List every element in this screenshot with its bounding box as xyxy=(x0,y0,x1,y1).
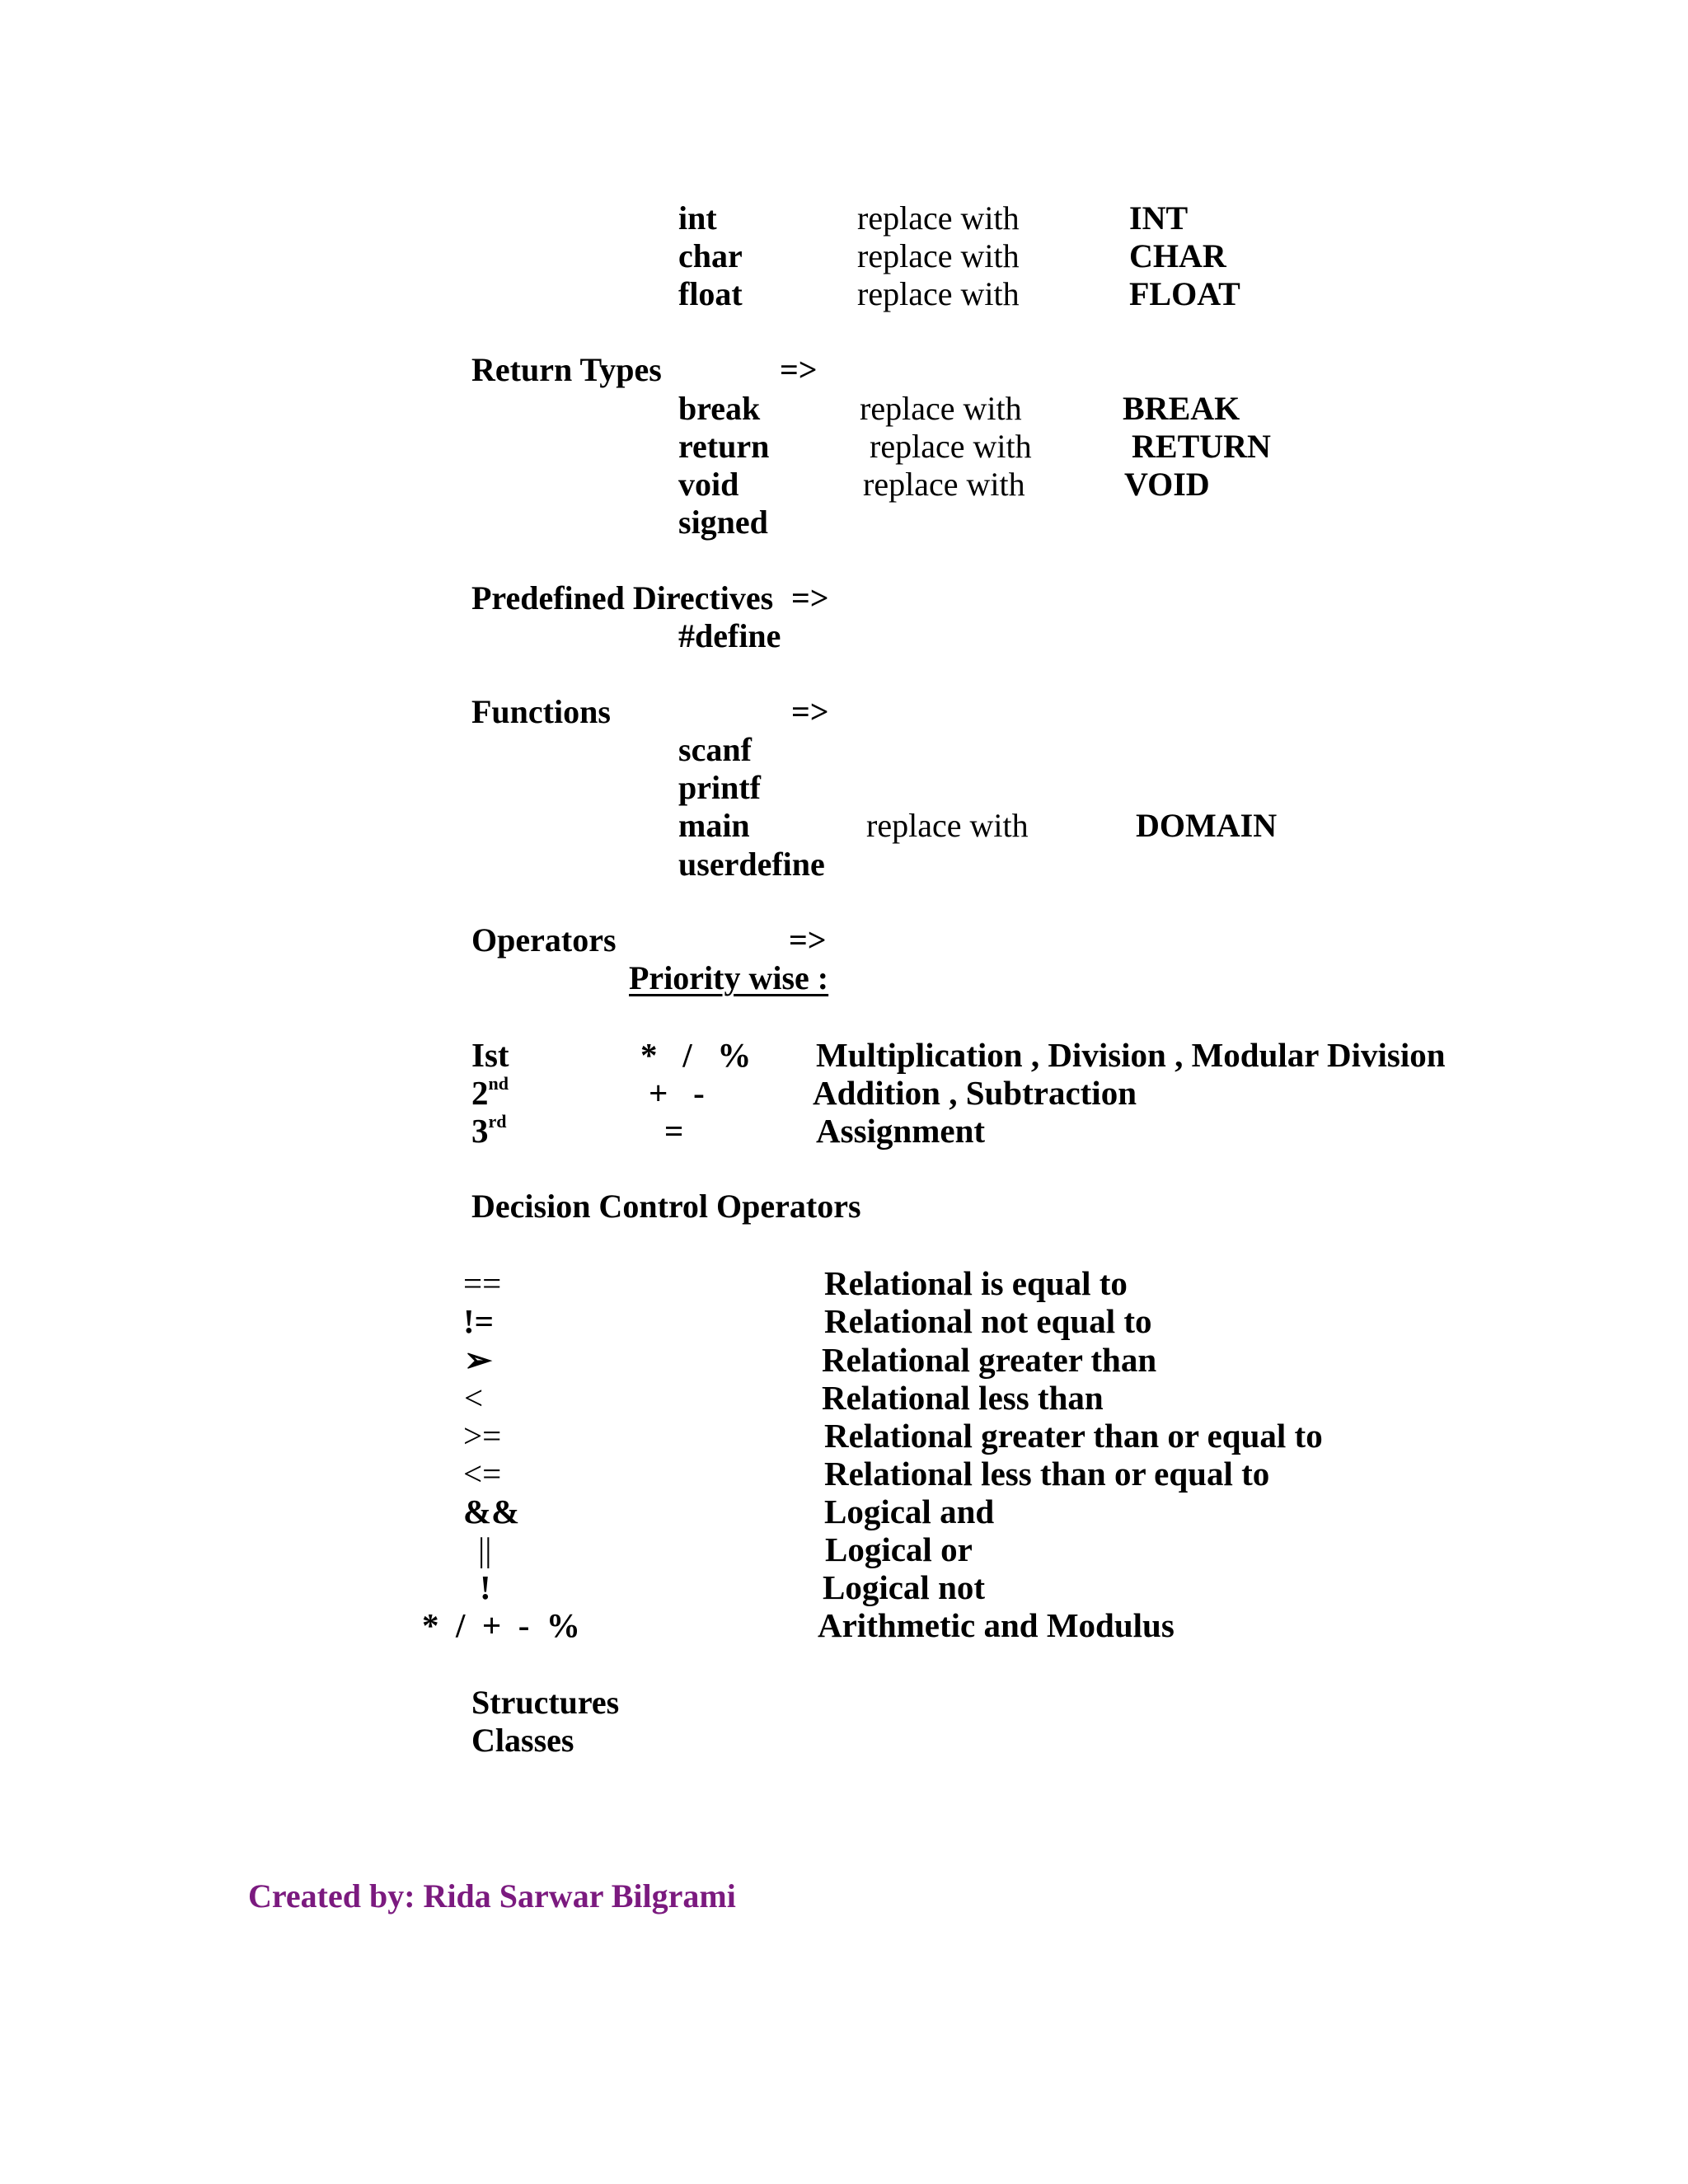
replace-with-label: replace with xyxy=(857,237,1020,274)
heading-return-types: Return Types xyxy=(471,351,662,388)
priority-desc-1: Multiplication , Division , Modular Division xyxy=(816,1036,1446,1074)
replacement-return: RETURN xyxy=(1132,428,1271,465)
keyword-printf: printf xyxy=(678,769,761,806)
replacement-void: VOID xyxy=(1124,466,1210,503)
keyword-break: break xyxy=(678,390,761,427)
op-symbol: != xyxy=(463,1302,495,1340)
item-structures: Structures xyxy=(471,1684,620,1721)
heading-decision-control: Decision Control Operators xyxy=(471,1188,861,1225)
op-symbol: ! xyxy=(480,1568,491,1606)
op-symbol: ➢ xyxy=(464,1341,493,1379)
op-description: Logical or xyxy=(825,1530,973,1568)
keyword-userdefine: userdefine xyxy=(678,846,825,883)
arrow: => xyxy=(791,579,829,616)
subheading-priority-wise: Priority wise : xyxy=(629,959,829,996)
replace-with-label: replace with xyxy=(870,428,1032,465)
replacement-int: INT xyxy=(1129,199,1189,237)
op-symbol: <= xyxy=(463,1455,502,1493)
priority-desc-3: Assignment xyxy=(816,1112,986,1150)
replacement-float: FLOAT xyxy=(1129,275,1240,312)
keyword-void: void xyxy=(678,466,739,503)
keyword-scanf: scanf xyxy=(678,731,752,768)
keyword-float: float xyxy=(678,275,743,312)
priority-symbols-2: + - xyxy=(649,1074,705,1112)
op-symbol: && xyxy=(463,1493,520,1530)
priority-desc-2: Addition , Subtraction xyxy=(813,1074,1137,1112)
replace-with-label: replace with xyxy=(857,199,1020,237)
op-description: Arithmetic and Modulus xyxy=(818,1606,1175,1644)
op-description: Relational is equal to xyxy=(824,1264,1128,1302)
arrow: => xyxy=(789,921,827,958)
keyword-main: main xyxy=(678,807,750,844)
heading-predefined-directives: Predefined Directives xyxy=(471,579,774,616)
op-symbol: < xyxy=(464,1379,484,1417)
keyword-int: int xyxy=(678,199,717,237)
op-description: Relational greater than or equal to xyxy=(824,1417,1323,1455)
op-symbol: || xyxy=(478,1530,492,1568)
priority-symbols-1: * / % xyxy=(640,1036,752,1074)
op-description: Logical not xyxy=(823,1568,986,1606)
replace-with-label: replace with xyxy=(860,390,1022,427)
heading-operators: Operators xyxy=(471,921,617,958)
replacement-domain: DOMAIN xyxy=(1136,807,1278,844)
arrow: => xyxy=(791,693,829,730)
arrow: => xyxy=(780,351,818,388)
replace-with-label: replace with xyxy=(857,275,1020,312)
replacement-char: CHAR xyxy=(1129,237,1226,274)
priority-rank-1: Ist xyxy=(471,1036,509,1074)
op-symbol: >= xyxy=(463,1417,502,1455)
keyword-signed: signed xyxy=(678,504,768,541)
op-symbol: * / + - % xyxy=(422,1606,580,1644)
replace-with-label: replace with xyxy=(863,466,1025,503)
op-description: Relational less than or equal to xyxy=(824,1455,1270,1493)
item-classes: Classes xyxy=(471,1722,574,1759)
replacement-break: BREAK xyxy=(1123,390,1240,427)
heading-functions: Functions xyxy=(471,693,611,730)
keyword-return: return xyxy=(678,428,770,465)
op-description: Relational not equal to xyxy=(824,1302,1152,1340)
keyword-char: char xyxy=(678,237,743,274)
replace-with-label: replace with xyxy=(866,807,1029,844)
priority-rank-3: 3rd xyxy=(471,1111,507,1150)
priority-symbols-3: = xyxy=(664,1112,684,1150)
priority-rank-2: 2nd xyxy=(471,1073,509,1112)
op-description: Relational less than xyxy=(822,1379,1104,1417)
op-description: Logical and xyxy=(824,1493,995,1530)
op-description: Relational greater than xyxy=(822,1341,1157,1379)
op-symbol: == xyxy=(463,1264,502,1302)
keyword-define: #define xyxy=(678,617,781,654)
credit-text: Created by: Rida Sarwar Bilgrami xyxy=(248,1877,736,1915)
